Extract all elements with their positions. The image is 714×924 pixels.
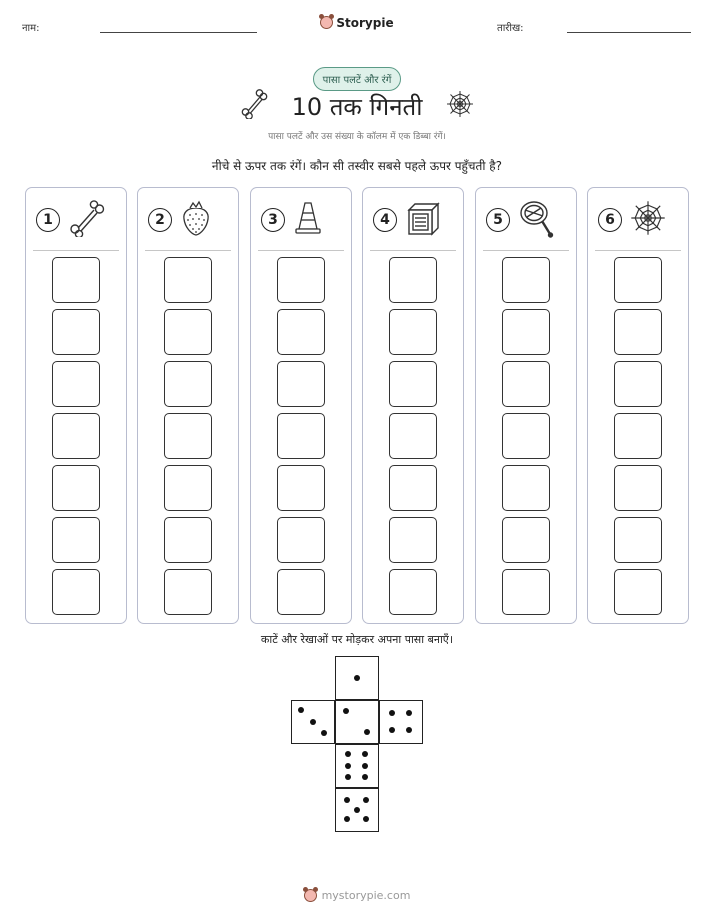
color-box[interactable] xyxy=(164,361,212,407)
color-box[interactable] xyxy=(389,569,437,615)
dice-pip xyxy=(406,710,412,716)
storypie-mascot-icon xyxy=(304,889,317,902)
column-divider xyxy=(595,250,681,251)
dice-face-4 xyxy=(379,700,423,744)
color-box[interactable] xyxy=(614,569,662,615)
dice-pip xyxy=(362,774,368,780)
date-label: तारीख: xyxy=(497,23,524,34)
column-5 xyxy=(475,187,577,624)
color-box[interactable] xyxy=(614,309,662,355)
color-box[interactable] xyxy=(164,465,212,511)
dice-pip xyxy=(344,816,350,822)
dice-instruction: काटें और रेखाओं पर मोड़कर अपना पासा बनाएँ। xyxy=(260,633,454,646)
color-box[interactable] xyxy=(52,465,100,511)
color-box[interactable] xyxy=(277,257,325,303)
column-1 xyxy=(25,187,127,624)
column-divider xyxy=(145,250,231,251)
dice-pip xyxy=(389,710,395,716)
color-box[interactable] xyxy=(614,361,662,407)
column-divider xyxy=(483,250,569,251)
color-box[interactable] xyxy=(277,413,325,459)
dice-pip xyxy=(345,751,351,757)
color-box[interactable] xyxy=(164,309,212,355)
color-box[interactable] xyxy=(502,361,550,407)
date-line xyxy=(567,32,691,33)
color-box[interactable] xyxy=(52,413,100,459)
color-box[interactable] xyxy=(52,517,100,563)
color-box[interactable] xyxy=(277,309,325,355)
dice-pip xyxy=(298,707,304,713)
column-number: 2 xyxy=(148,208,172,232)
column-number: 1 xyxy=(36,208,60,232)
dice-face-2 xyxy=(335,700,379,744)
color-box[interactable] xyxy=(164,413,212,459)
color-box[interactable] xyxy=(614,465,662,511)
color-box[interactable] xyxy=(389,465,437,511)
column-number: 6 xyxy=(598,208,622,232)
color-box[interactable] xyxy=(164,257,212,303)
column-2 xyxy=(137,187,239,624)
color-box[interactable] xyxy=(502,569,550,615)
color-box[interactable] xyxy=(164,569,212,615)
instruction-text: नीचे से ऊपर तक रंगें। कौन सी तस्वीर सबसे पहले ऊपर पहुँचती है? xyxy=(211,159,503,173)
strawberry-icon xyxy=(180,199,212,241)
name-label: नाम: xyxy=(22,23,40,34)
color-box[interactable] xyxy=(277,465,325,511)
color-box[interactable] xyxy=(164,517,212,563)
color-box[interactable] xyxy=(277,361,325,407)
dice-face-1 xyxy=(335,656,379,700)
wooden-block-icon xyxy=(405,200,441,240)
dice-pip xyxy=(343,708,349,714)
column-number: 4 xyxy=(373,208,397,232)
bone-icon xyxy=(68,199,106,241)
dice-pip xyxy=(389,727,395,733)
dice-pip xyxy=(345,763,351,769)
dice-face-3 xyxy=(291,700,335,744)
color-box[interactable] xyxy=(277,569,325,615)
column-divider xyxy=(370,250,456,251)
color-box[interactable] xyxy=(502,309,550,355)
column-number: 5 xyxy=(486,208,510,232)
dice-pip xyxy=(321,730,327,736)
color-box[interactable] xyxy=(52,257,100,303)
color-box[interactable] xyxy=(277,517,325,563)
dice-pip xyxy=(362,751,368,757)
dice-pip xyxy=(310,719,316,725)
color-box[interactable] xyxy=(502,413,550,459)
bone-icon xyxy=(240,89,268,123)
dice-pip xyxy=(363,816,369,822)
spider-web-icon xyxy=(446,90,474,122)
dice-pip xyxy=(354,807,360,813)
footer-url: mystorypie.com xyxy=(321,889,411,902)
color-box[interactable] xyxy=(614,413,662,459)
subtitle: पासा पलटें और उस संख्या के कॉलम में एक डिब्बा रंगें। xyxy=(268,132,446,142)
color-box[interactable] xyxy=(389,257,437,303)
color-box[interactable] xyxy=(502,465,550,511)
color-box[interactable] xyxy=(52,361,100,407)
column-6 xyxy=(587,187,689,624)
badge-label: पासा पलटें और रंगें xyxy=(313,67,402,91)
color-box[interactable] xyxy=(389,413,437,459)
dice-pip xyxy=(354,675,360,681)
column-divider xyxy=(258,250,344,251)
color-box[interactable] xyxy=(389,361,437,407)
column-number: 3 xyxy=(261,208,285,232)
dice-face-6 xyxy=(335,744,379,788)
color-box[interactable] xyxy=(614,517,662,563)
color-box[interactable] xyxy=(389,517,437,563)
spider-web-icon xyxy=(630,200,666,240)
dice-pip xyxy=(364,729,370,735)
traffic-cone-icon xyxy=(293,200,323,240)
color-box[interactable] xyxy=(52,569,100,615)
dice-pip xyxy=(345,774,351,780)
dice-pip xyxy=(344,797,350,803)
dice-pip xyxy=(362,763,368,769)
footer xyxy=(0,887,714,906)
color-box[interactable] xyxy=(502,517,550,563)
brand-name: Storypie xyxy=(336,15,394,30)
page-title: 10 तक गिनती xyxy=(291,92,423,121)
rattle-drum-icon xyxy=(518,198,556,242)
dice-pip xyxy=(363,797,369,803)
column-3 xyxy=(250,187,352,624)
brand-logo xyxy=(0,14,714,33)
column-divider xyxy=(33,250,119,251)
column-4 xyxy=(362,187,464,624)
dice-pip xyxy=(406,727,412,733)
color-box[interactable] xyxy=(614,257,662,303)
color-box[interactable] xyxy=(389,309,437,355)
color-box[interactable] xyxy=(52,309,100,355)
storypie-mascot-icon xyxy=(320,16,333,29)
color-box[interactable] xyxy=(502,257,550,303)
dice-face-5 xyxy=(335,788,379,832)
title-row xyxy=(0,88,714,124)
